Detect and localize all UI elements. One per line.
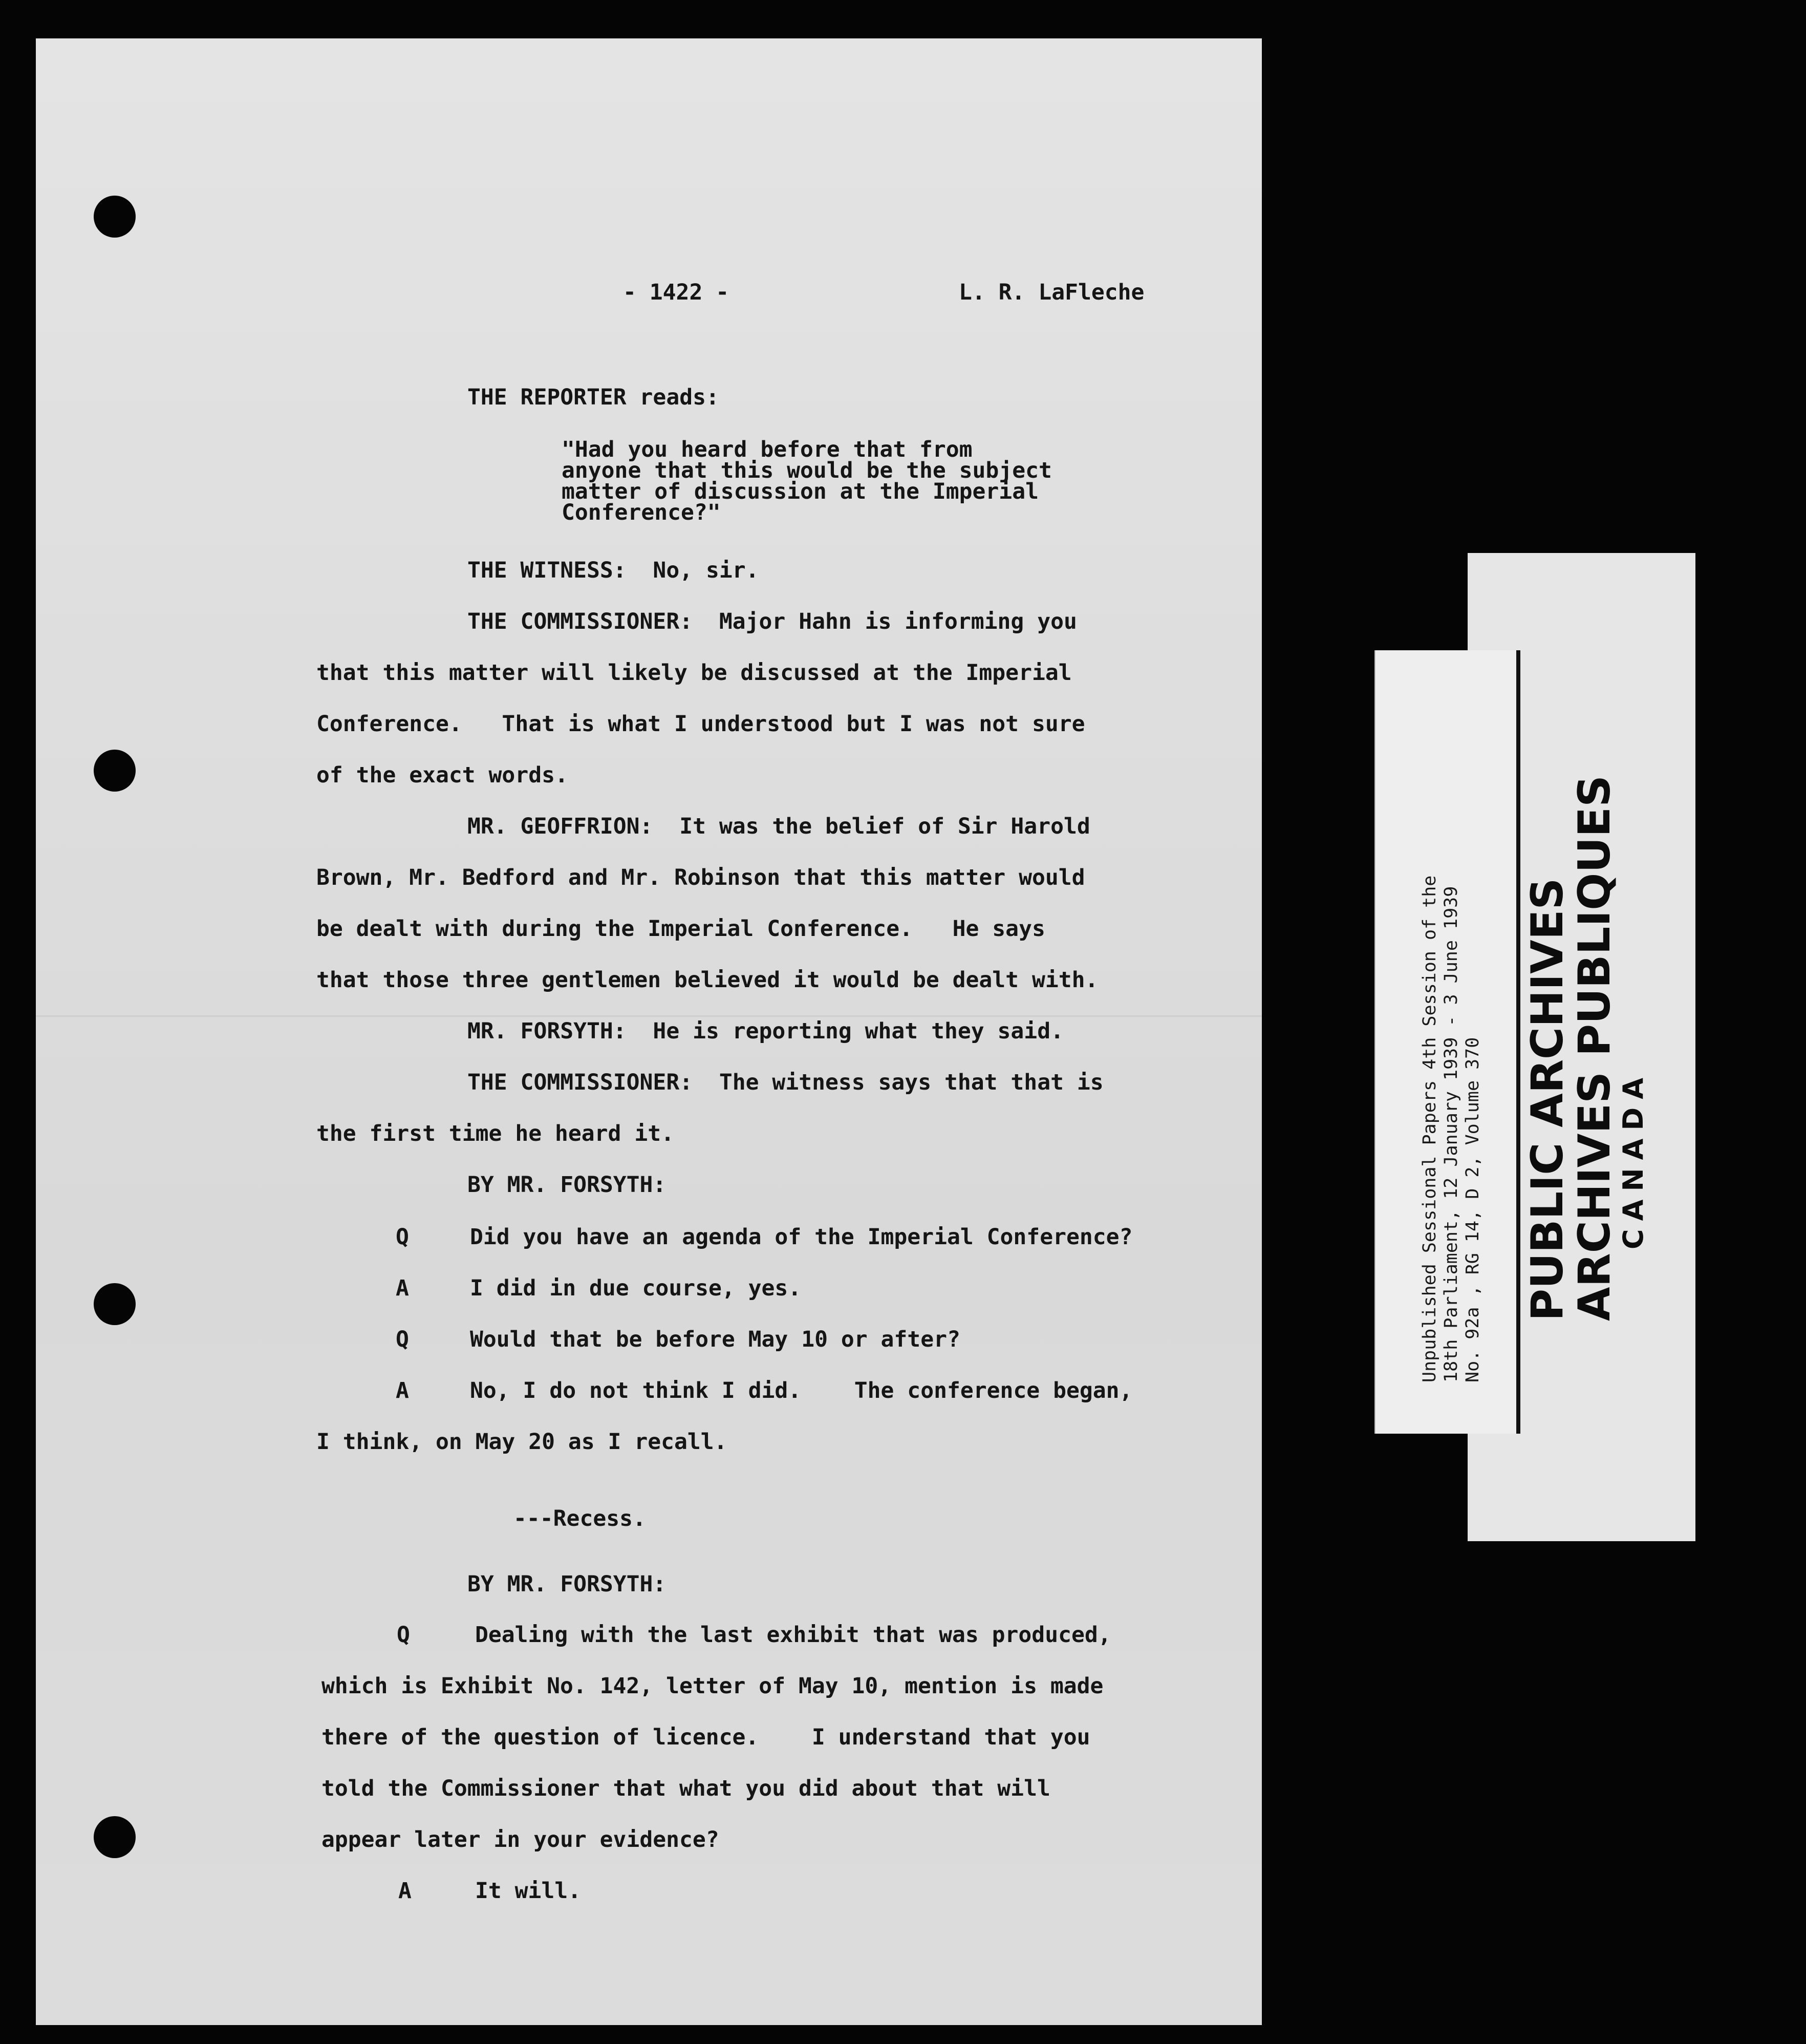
archive-reference-line: 18th Parliament, 12 January 1939 - 3 June 1939 (1441, 886, 1461, 1382)
transcript-line: that this matter will likely be discussed at the Imperial (316, 660, 1072, 686)
section-heading: BY MR. FORSYTH: (467, 1172, 666, 1198)
archive-reference-line: Unpublished Sessional Papers 4th Session of the (1420, 875, 1440, 1382)
archive-reference-line: No. 92a , RG 14, D 2, Volume 370 (1463, 1037, 1483, 1382)
page-number: - 1422 - (623, 280, 729, 305)
speaker-line: THE REPORTER reads: (467, 385, 719, 410)
transcript-text (36, 38, 1262, 2025)
transcript-line: MR. GEOFFRION: It was the belief of Sir Harold (467, 814, 1090, 839)
transcript-line: told the Commissioner that what you did about that will (321, 1776, 1050, 1801)
quoted-question: matter of discussion at the Imperial (562, 479, 1039, 504)
transcript-line: THE COMMISSIONER: The witness says that that is (467, 1070, 1104, 1095)
transcript-line: appear later in your evidence? (321, 1827, 719, 1853)
qa-marker: A (396, 1378, 409, 1403)
archives-seal (1524, 775, 1649, 1321)
transcript-line: THE WITNESS: No, sir. (467, 558, 759, 583)
quoted-question: anyone that this would be the subject (562, 458, 1052, 483)
transcript-line: Did you have an agenda of the Imperial Conference? (470, 1224, 1133, 1250)
transcript-line: there of the question of licence. I understand that you (321, 1724, 1090, 1750)
archive-reference (1419, 876, 1483, 1382)
archives-title-en: PUBLIC ARCHIVES (1522, 878, 1573, 1321)
transcript-line: Conference. That is what I understood but I was not sure (316, 711, 1085, 737)
archives-title-fr: ARCHIVES PUBLIQUES (1569, 775, 1620, 1321)
quoted-question: "Had you heard before that from (562, 437, 973, 462)
archive-reference-tape (1374, 650, 1520, 1434)
transcript-line: be dealt with during the Imperial Conference. He says (316, 916, 1045, 942)
transcript-line: Dealing with the last exhibit that was produced, (475, 1622, 1111, 1648)
transcript-line: Would that be before May 10 or after? (470, 1327, 960, 1352)
transcript-line: MR. FORSYTH: He is reporting what they said. (467, 1018, 1064, 1044)
qa-marker: Q (396, 1224, 409, 1250)
transcript-line: which is Exhibit No. 142, letter of May 10, mention is made (321, 1673, 1104, 1699)
transcript-line: of the exact words. (316, 762, 568, 788)
archives-country: CANADA (1617, 1069, 1649, 1249)
transcript-line: THE COMMISSIONER: Major Hahn is informing you (467, 609, 1077, 634)
transcript-line: No, I do not think I did. The conference began, (470, 1378, 1133, 1403)
transcript-line: I did in due course, yes. (470, 1275, 802, 1301)
transcript-line: Brown, Mr. Bedford and Mr. Robinson that this matter would (316, 865, 1085, 890)
transcript-line: I think, on May 20 as I recall. (316, 1429, 727, 1455)
recess-marker: ---Recess. (513, 1506, 646, 1531)
qa-marker: Q (396, 1327, 409, 1352)
quoted-question: Conference?" (562, 500, 721, 525)
qa-marker: A (396, 1275, 409, 1301)
transcript-line: the first time he heard it. (316, 1121, 674, 1146)
witness-name: L. R. LaFleche (959, 280, 1145, 305)
transcript-line: It will. (475, 1878, 582, 1904)
section-heading: BY MR. FORSYTH: (467, 1571, 666, 1597)
qa-marker: A (398, 1878, 412, 1904)
transcript-page (36, 38, 1262, 2025)
qa-marker: Q (397, 1622, 410, 1648)
transcript-line: that those three gentlemen believed it would be dealt with. (316, 967, 1099, 993)
